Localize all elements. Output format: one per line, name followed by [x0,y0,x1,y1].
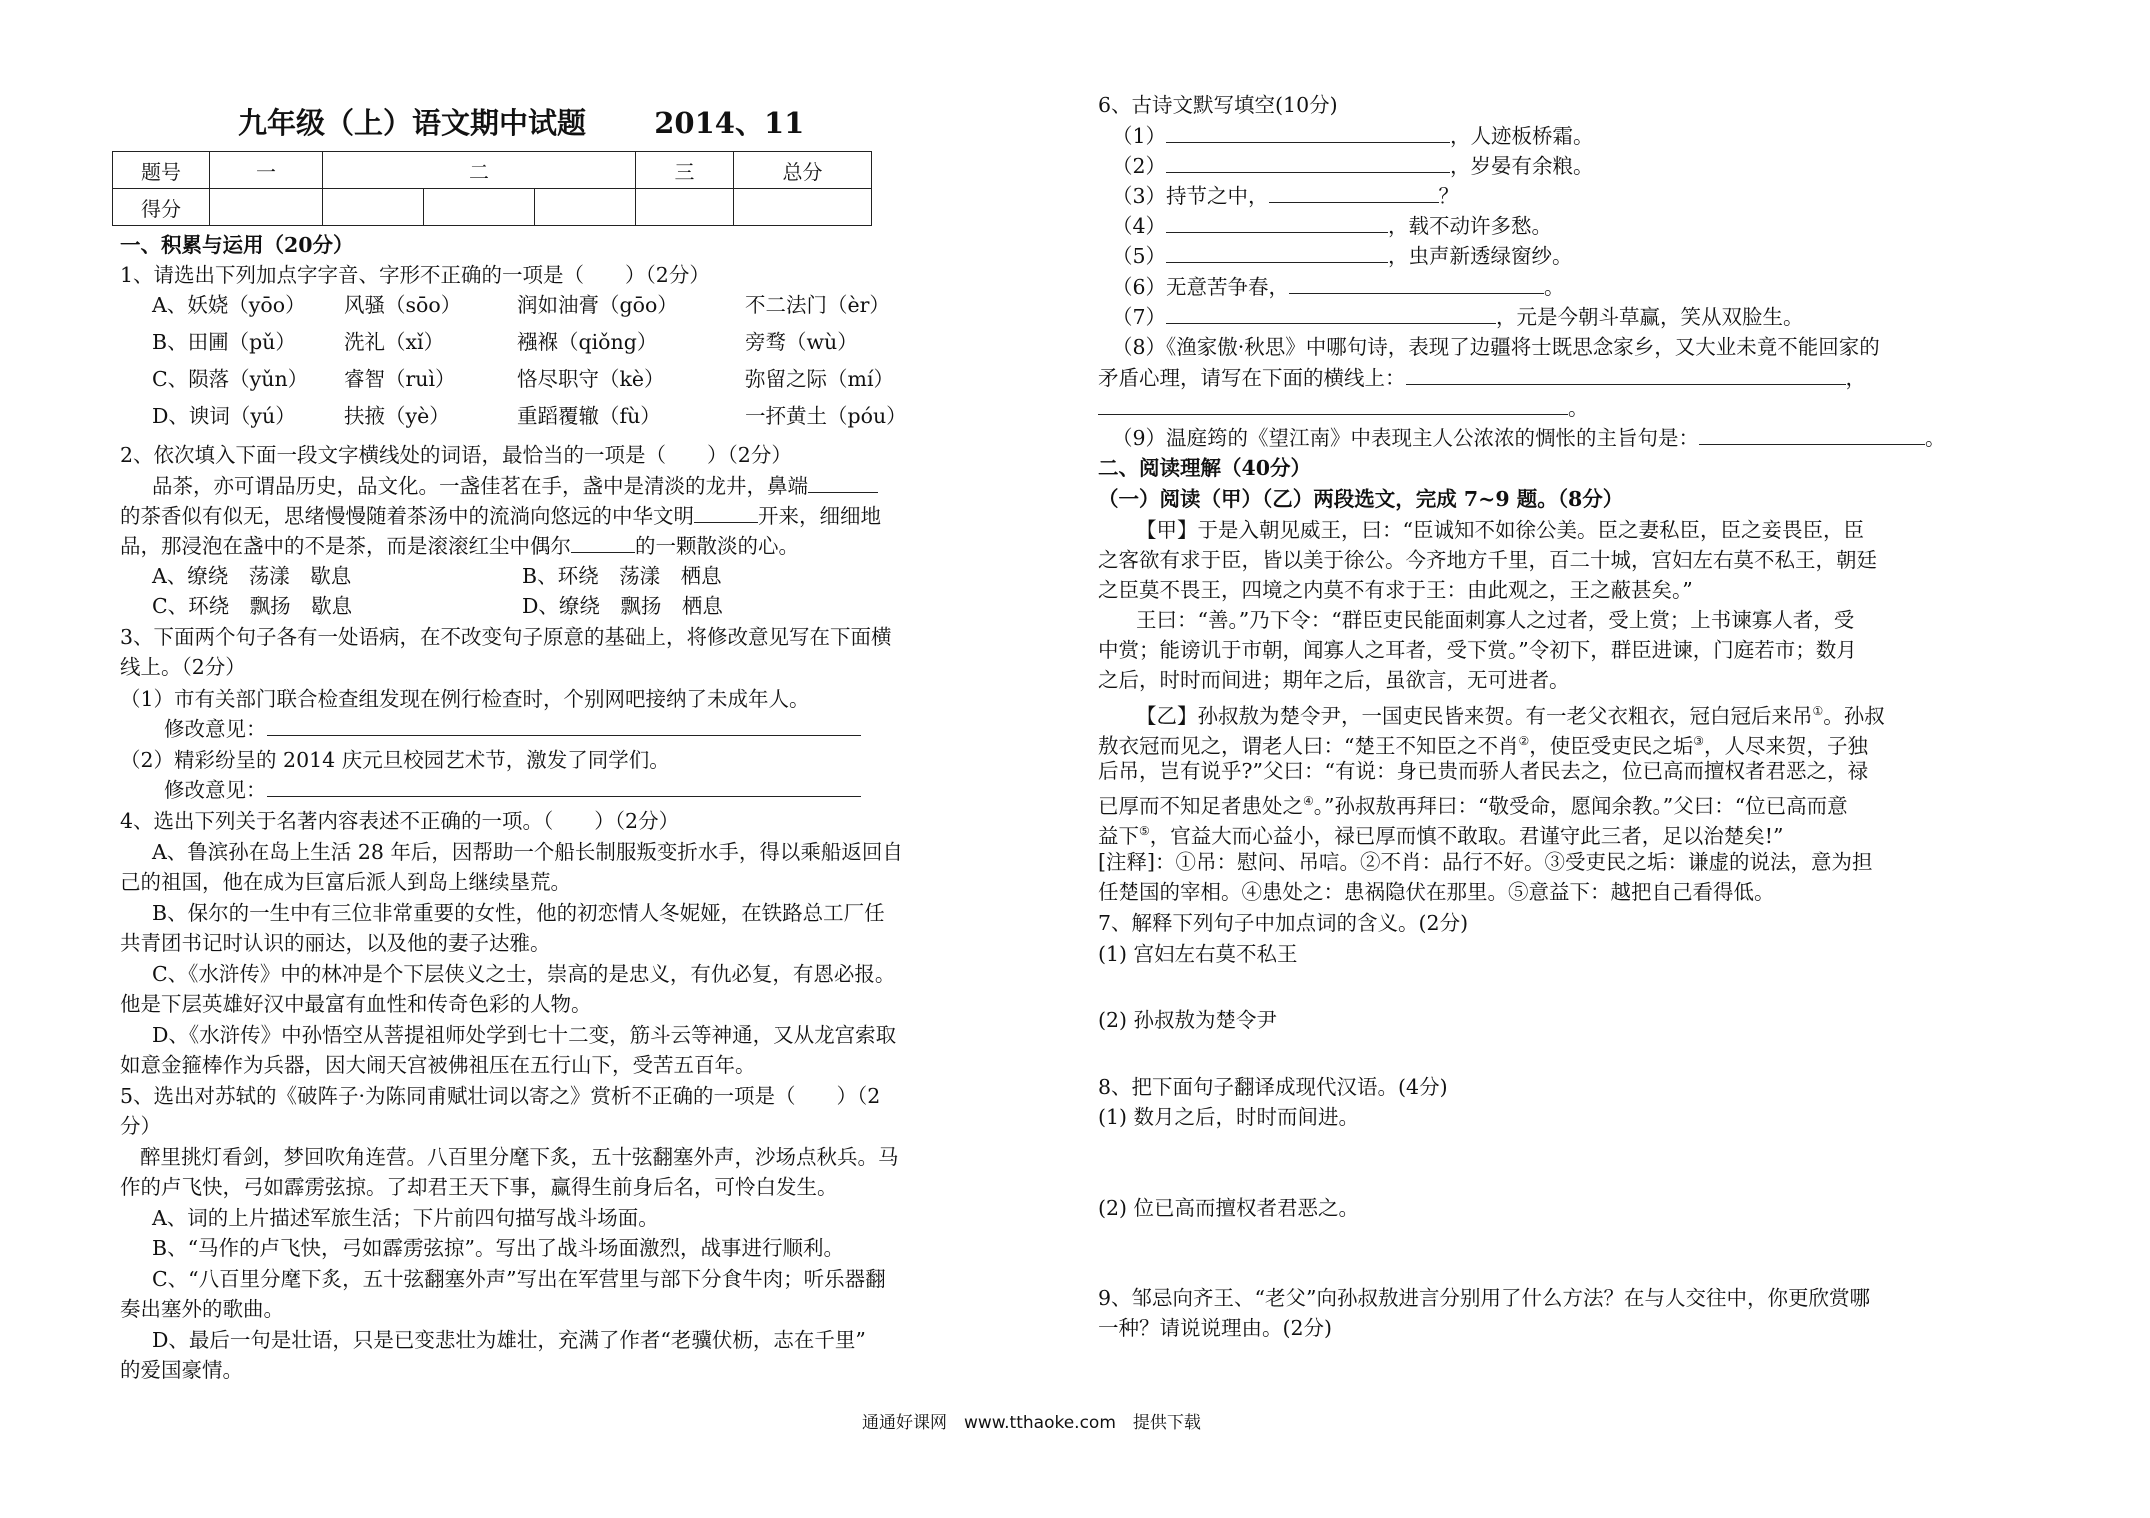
poem-fragment: 。 [1544,275,1565,299]
poem-fragment: ，载不动许多愁。 [1388,214,1553,238]
q6-item [1112,242,1573,270]
passage-text: ，官益大而心益小，禄已厚而慎不敢取。君谨守此三者，足以治楚矣!” [1149,823,1784,848]
blank-line[interactable] [808,474,878,493]
passage-text: 的一颗散淡的心。 [635,534,799,558]
passage-jia-line: 王曰：“善。”乃下令：“群臣吏民能面刺寡人之过者，受上赏；上书谏寡人者，受 [1136,608,1855,632]
q6-item [1112,303,1804,331]
q7-item-2: (2) 孙叔敖为楚令尹 [1098,1008,1278,1032]
q4-option-text: A、鲁滨孙在岛上生活 28 年后，因帮助一个船长制服叛变折水手，得以乘船返回自 [152,840,903,864]
title-text: 九年级（上）语文期中试题 [238,106,587,140]
option-text: D、谀词（yú） [152,404,296,428]
passage-jia-line: 之后，时时而间进；期年之后，虽欲言，无可进者。 [1098,668,1570,692]
passage-text: 品茶，亦可谓品历史，品文化。一盏佳茗在手，盏中是清淡的龙井，鼻端 [152,474,808,498]
poem-fragment: ，元是今朝斗草赢，笑从双脸生。 [1496,305,1804,329]
item-number: （2） [1112,154,1167,178]
prompt-text: 矛盾心理，请写在下面的横线上： [1098,366,1406,390]
answer-line[interactable] [1269,184,1439,203]
option-text: 旁骛（wù） [745,330,858,354]
option-text: 润如油膏（gōo） [517,293,678,317]
q8-item-1: (1) 数月之后，时时而间进。 [1098,1105,1360,1129]
option-text: B、环绕 荡漾 栖息 [522,564,722,588]
score-table [112,151,872,226]
q1-option-a [152,291,306,319]
annotation-line: 任楚国的宰相。④患处之：患祸隐伏在那里。⑤意益下：越把自己看得低。 [1098,880,1775,904]
item-number: （4） [1112,214,1167,238]
fix-label: 修改意见： [164,778,267,802]
question-9: 9、邹忌向齐王、“老父”向孙叔敖进言分别用了什么方法？在与人交往中，你更欣赏哪 [1098,1286,1871,1310]
q2-passage-line [120,532,799,560]
option-text: C、环绕 飘扬 歇息 [152,594,353,618]
question-2: 2、依次填入下面一段文字横线处的词语，最恰当的一项是（ ）（2分） [120,443,792,467]
option-text: 扶掖（yè） [344,404,450,428]
score-header-cell: 一 [210,152,323,189]
option-text: A、缭绕 荡漾 歇息 [152,564,352,588]
answer-line[interactable] [1098,396,1568,415]
passage-text: 。孙叔 [1823,703,1885,728]
item-number: （7） [1112,305,1167,329]
annotation-line: [注释]：①吊：慰问、吊唁。②不肖：品行不好。③受吏民之垢：谦虚的说法，意为担 [1098,850,1873,874]
score-cell[interactable] [636,189,734,226]
passage-text: ，使臣受吏民之垢 [1529,733,1694,758]
q3-sentence-2: （2）精彩纷呈的 2014 庆元旦校园艺术节，激发了同学们。 [120,748,670,772]
score-cell[interactable] [424,189,535,226]
score-table-header-row [113,152,872,189]
passage-yi-line [1136,697,1885,730]
passage-jia-line: 之客欲有求于臣，皆以美于徐公。今齐地方千里，百二十城，宫妇左右莫不私王，朝廷 [1098,548,1877,572]
q7-item-1: (1) 宫妇左右莫不私王 [1098,942,1298,966]
q6-item [1112,152,1594,180]
q2-passage-line [152,472,878,500]
answer-line[interactable] [1406,366,1846,385]
score-header-cell: 题号 [113,152,210,189]
question-5: 5、选出对苏轼的《破阵子·为陈同甫赋壮词以寄之》赏析不正确的一项是（ ）（2 [120,1084,881,1108]
passage-yi-line [1098,817,1783,850]
passage-text: 益下 [1098,823,1139,848]
footnote-mark: ④ [1303,794,1314,808]
q5-option-text: D、最后一句是壮语，只是已变悲壮为雄壮，充满了作者“老骥伏枥，志在千里” [152,1328,866,1352]
item-number: （6）无意苦争春， [1112,275,1290,299]
passage-text: 开来，细细地 [758,504,881,528]
option-text: B、田圃（pǔ） [152,330,296,354]
poem-fragment: ，岁晏有余粮。 [1450,154,1594,178]
page-footer: 通通好课网 www.tthaoke.com 提供下载 [862,1413,1201,1433]
subsection-heading: （一）阅读（甲）（乙）两段选文，完成 7~9 题。（8分） [1098,487,1624,511]
q6-item [1112,212,1552,240]
passage-yi-line [1098,727,1868,760]
punctuation: 。 [1925,426,1946,450]
section-heading: 二、阅读理解（40分） [1098,456,1312,480]
q8-item-2: (2) 位已高而擅权者君恶之。 [1098,1196,1360,1220]
score-header-cell: 二 [323,152,636,189]
q4-option-text: B、保尔的一生中有三位非常重要的女性，他的初恋情人冬妮娅，在铁路总工厂任 [152,901,885,925]
answer-line[interactable] [1166,244,1388,263]
question-text: 线上。（2分） [120,655,246,679]
answer-line[interactable] [267,778,861,797]
exam-date: 2014、11 [654,106,805,140]
passage-jia-line: 之臣莫不畏王，四境之内莫不有求于王：由此观之，王之蔽甚矣。” [1098,578,1693,602]
score-header-cell: 三 [636,152,734,189]
footnote-mark: ⑤ [1139,824,1150,838]
q2-passage-line [120,502,881,530]
score-table-score-row [113,189,872,226]
option-text: 襁褓（qiǒng） [517,330,658,354]
passage-jia-line: 中赏；能谤讥于市朝，闻寡人之耳者，受下赏。”令初下，群臣进谏，门庭若市；数月 [1098,638,1857,662]
answer-line[interactable] [1699,426,1925,445]
passage-text: 。”孙叔敖再拜曰：“敬受命，愿闻余教。”父曰：“位已高而意 [1313,793,1848,818]
poem-fragment: ，虫声新透绿窗纱。 [1388,244,1573,268]
answer-line[interactable] [267,717,861,736]
q5-option-text: 奏出塞外的歌曲。 [120,1297,284,1321]
question-9-line-2: 一种？请说说理由。(2分) [1098,1316,1333,1340]
option-text: 不二法门（èr） [745,293,890,317]
q5-option-text: A、词的上片描述军旅生活；下片前四句描写战斗场面。 [152,1206,659,1230]
option-text: D、缭绕 飘扬 栖息 [522,594,723,618]
prompt-text: （9）温庭筠的《望江南》中表现主人公浓浓的惆怅的主旨句是： [1112,426,1700,450]
question-6: 6、古诗文默写填空(10分) [1098,93,1338,117]
passage-text: ，人尽来贺，子独 [1704,733,1869,758]
answer-line[interactable] [1166,154,1450,173]
poem-fragment: ，人迹板桥霜。 [1450,124,1594,148]
footnote-mark: ② [1518,734,1530,748]
option-text: C、陨落（yǔn） [152,367,309,391]
q3-fix-line [164,776,861,804]
q4-option-text: 己的祖国，他在成为巨富后派人到岛上继续垦荒。 [120,870,571,894]
question-text: 分） [120,1114,161,1138]
fix-label: 修改意见： [164,717,267,741]
option-text: 风骚（sōo） [344,293,462,317]
option-text: 洗礼（xǐ） [344,330,445,354]
passage-text: 的茶香似有似无，思绪慢慢随着茶汤中的流淌向悠远的中华文明 [120,504,694,528]
q6-item [1112,122,1594,150]
answer-line[interactable] [1289,275,1544,294]
q6-item [1112,273,1565,301]
footnote-mark: ③ [1693,734,1705,748]
passage-text: 【乙】孙叔敖为楚令尹，一国吏民皆来贺。有一老父衣粗衣，冠白冠后来吊 [1136,703,1813,728]
score-cell[interactable] [734,189,872,226]
question-8: 8、把下面句子翻译成现代汉语。(4分) [1098,1075,1448,1099]
item-number: （5） [1112,244,1167,268]
passage-yi-line [1098,787,1848,820]
q4-option-text: 他是下层英雄好汉中最富有血性和传奇色彩的人物。 [120,992,592,1016]
poem-fragment: ？ [1438,184,1460,208]
q4-option-text: 共青团书记时认识的丽达，以及他的妻子达雅。 [120,931,551,955]
poem-text: 作的卢飞快，弓如霹雳弦掠。了却君王天下事，赢得生前身后名，可怜白发生。 [120,1175,838,1199]
passage-text: 品，那浸泡在盏中的不是茶，而是滚滚红尘中偶尔 [120,534,571,558]
passage-text: 已厚而不知足者患处之 [1098,793,1303,818]
blank-line[interactable] [571,534,635,553]
answer-line[interactable] [1166,305,1496,324]
answer-line[interactable] [1166,214,1388,233]
option-text: 睿智（ruì） [344,367,456,391]
option-text: 恪尽职守（kè） [517,367,665,391]
score-cell[interactable] [210,189,323,226]
q4-option-text: C、《水浒传》中的林冲是个下层侠义之士，崇高的是忠义，有仇必复，有恩必报。 [152,962,896,986]
poem-text: 醉里挑灯看剑，梦回吹角连营。八百里分麾下炙，五十弦翻塞外声，沙场点秋兵。马 [140,1145,899,1169]
passage-text: 敖衣冠而见之，谓老人曰：“楚王不知臣之不肖 [1098,733,1519,758]
question-4: 4、选出下列关于名著内容表述不正确的一项。（ ）（2分） [120,809,680,833]
q5-option-text: C、“八百里分麾下炙，五十弦翻塞外声”写出在军营里与部下分食牛肉；听乐器翻 [152,1267,886,1291]
q4-option-text: D、《水浒传》中孙悟空从菩提祖师处学到七十二变，筋斗云等神通，又从龙宫索取 [152,1023,897,1047]
punctuation: ， [1845,366,1866,390]
q6-item-8-line [1098,364,1866,392]
answer-line[interactable] [1166,124,1450,143]
score-cell[interactable] [535,189,636,226]
punctuation: 。 [1568,396,1589,420]
footnote-mark: ① [1812,704,1824,718]
question-3: 3、下面两个句子各有一处语病，在不改变句子原意的基础上，将修改意见写在下面横 [120,625,892,649]
q4-option-text: 如意金箍棒作为兵器，因大闹天宫被佛祖压在五行山下，受苦五百年。 [120,1053,756,1077]
exam-title [238,101,804,142]
section-heading: 一、积累与运用（20分） [120,233,354,257]
q5-option-text: 的爱国豪情。 [120,1358,243,1382]
question-1: 1、请选出下列加点字字音、字形不正确的一项是（ ）（2分） [120,263,710,287]
score-row-label: 得分 [113,189,210,226]
q3-fix-line [164,715,861,743]
blank-line[interactable] [694,504,758,523]
q6-item-9 [1112,424,1946,452]
score-header-cell: 总分 [734,152,872,189]
option-text: 一抔黄土（póu） [745,404,907,428]
q3-sentence-1: （1）市有关部门联合检查组发现在例行检查时，个别网吧接纳了未成年人。 [120,687,810,711]
option-text: 重蹈覆辙（fù） [517,404,661,428]
option-text: A、妖娆（yōo） [152,293,306,317]
score-cell[interactable] [323,189,424,226]
passage-jia-line: 【甲】于是入朝见威王，曰：“臣诚知不如徐公美。臣之妻私臣，臣之妾畏臣，臣 [1136,518,1864,542]
question-7: 7、解释下列句子中加点词的含义。(2分) [1098,911,1469,935]
q6-item-8: （8）《渔家傲·秋思》中哪句诗，表现了边疆将士既思念家乡，又大业未竟不能回家的 [1112,335,1880,359]
q6-item-8-line [1098,394,1589,422]
passage-yi-line: 后吊，岂有说乎?”父曰：“有说：身已贵而骄人者民去之，位已高而擅权者君恶之，禄 [1098,759,1868,783]
item-number: （3）持节之中， [1112,184,1269,208]
q6-item [1112,182,1459,210]
q5-option-text: B、“马作的卢飞快，弓如霹雳弦掠”。写出了战斗场面激烈，战事进行顺利。 [152,1236,845,1260]
option-text: 弥留之际（mí） [745,367,894,391]
item-number: （1） [1112,124,1167,148]
